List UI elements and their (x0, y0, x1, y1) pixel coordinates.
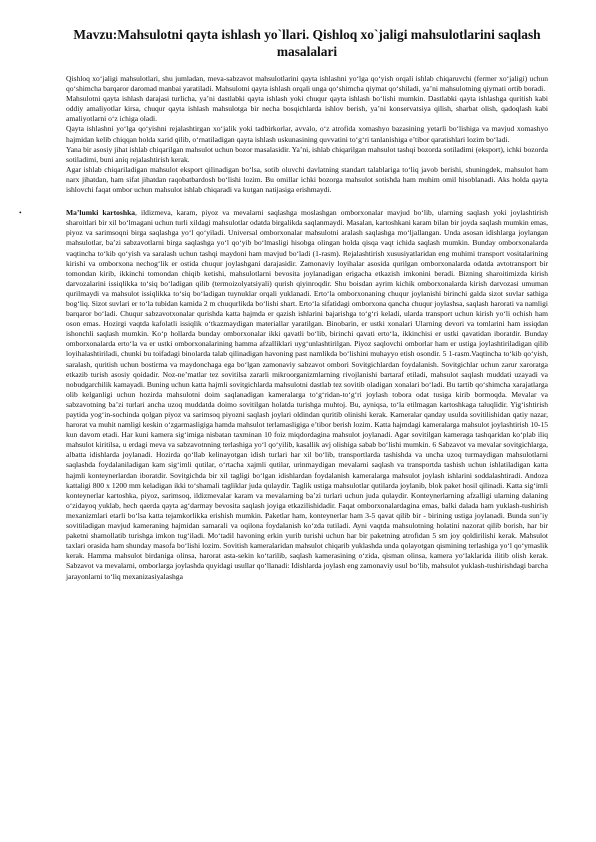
list-item (19, 208, 548, 581)
intro-paragraph: Yana bir asosiy jihat ishlab chiqarilgan mahsulot uchun bozor masalasidir. Ya’ni, ishlab chiqarilgan mahsulot tashqi bozorda sotiladimi (eksport), ichki bozorda sotiladimi, buni aniq rejalashtirish kerak. (66, 144, 548, 164)
list-item-term: Ma’lumki kartoshka (66, 208, 136, 218)
document-title: Mavzu:Mahsulotni qayta ishlash yo`llari. Qishloq xo`jaligi mahsulotlarini saqlash masalalari (73, 27, 541, 59)
intro-paragraph: Qayta ishlashni yo‘lga qo‘yishni rejalashtirgan xo‘jalik yoki tadbirkorlar, avvalo, o‘z atrofida xomashyo bazasining yetarli bo‘lishiga va mavjud xomashyo hajmidan kelib chiqqan holda xarid qilib, o‘rnatiladigan qayta ishlash uskunasining quvvatini to‘g‘ri tanlanishiga e’tibor qaratishlari lozim bo‘ladi. (66, 124, 548, 144)
intro-paragraph: Mahsulotni qayta ishlash darajasi turlicha, ya’ni dastlabki qayta ishlash yoki chuqur qayta ishlash bo‘lishi mumkin. Dastlabki qayta ishlashga quritish kabi oddiy amaliyotlar kirsa, chuqur qayta ishlash mahsulotga bir necha bosqichlarda ishlov berish, ya’ni konservatsiya qilish, sharbat olish, qadoqlash kabi amaliyotlarni o‘z ichiga oladi. (66, 94, 548, 124)
list-item-body: , ildizmeva, karam, piyoz va mevalarni saqlashga moslashgan omborxonalar mavjud bo‘lib, ularning saqlash yoki joylashtirish sharoitlari bir xil bo‘lmagani uchun turli xildagi mahsulotlar odatda birgalikda saqlanmaydi. Masalan, kartoshkani karam bilan bir joyda saqlash mumkin emas, piyoz va sarimsoqni birga saqlashga yo‘l qo‘yiladi. Universal omborxonalar mahsulotni aralash saqlashga mo‘ljallangan. Unda asosan idishlarga joylangan mahsulotlar, ba’zi sabzavotlarni birga saqlashga yo‘l qo‘yib bo‘lmasligi hisobga olingan holda qisqa vaqt ichida saqlash mumkin. Bunday omborxonalarda vaqtincha to‘kib qo‘yish va saralash uchun tashqi maydoni ham mavjud bo‘ladi (1-rasm). Rejalashtirish xususiyatlaridan eng muhimi transport vositalarining kirishi va omborxona nechog‘lik er ostida chuqur joylashgani darajasidir. Zamonaviy loyihalar asosida qurilgan omborxonalarda odatda avtotransport bir tomondan kirib, ikkinchi tomondan chiqib ketishi, mahsulotlarni bevosita joylanadigan erigacha etkazish imkonini beradi. Bizning sharoitimizda kirish darvozalarini issiqlikka to‘siq bo‘ladigan qilib (termoizolyatsiyali) qurish qiyinroqdir. Shu boisdan ayrim kichik omborxonalarda kirish darvozasi umuman qurilmaydi va mahsulot issiqlikka to‘siq bo‘ladigan tuynuklar orqali yuklanadi. Erto‘la omborxonaning chuqur joylanishi birinchi galda sizot suvlar sathiga bog‘liq. Sizot suvlari er to‘la tubidan kamida 2 m chuqurlikda bo‘lishi shart. Erto‘la sifatidagi omborxona qancha chuqur joylashsa, saqlash harorati va namligi barqaror bo‘ladi. Chuqur sabzavotxonalar qurishda katta hajmda er qazish ishlarini bajarishga to‘g‘ri keladi, ularda transport uchun kirish yo‘li ochish ham oson emas. Hozirgi vaqtda kafolatli issiqlik o‘tkazmaydigan materiallar yaratilgan. Binobarin, er ustki xonalari Ularning devori va tomlarini ham issiqdan ishonchli saqlash mumkin. Ko‘p hollarda bunday omborxonalar ikki qavatli bo‘lib, birinchi qavati erto‘la, ikkinchisi er ustki qavatidan iboratdir. Bunday omborxonalarda erto‘la va er ustki omborxonalarining hamma afzalliklari uyg‘unlashtirilgan. Piyoz saqlovchi omborlar ham er ustiga joylashtiriladigan qilib loyihalashtiriladi, chunki bu toifadagi binolarda talab qilinadigan havoning past namlikda bo‘lishini muhayyo etish osondir. 5 1-rasm.Vaqtincha to‘kib qo‘yish, saralash, quritish uchun bostirma va maydonchaga ega bo‘lgan zamonaviy sabzavot ombori Sovitgichlardan foydalanish. Sovitgichlar uchun zarur xaroratga etkazib turish asosiy qoidadir. Noz-ne’matlar tez sovitilsa zararli mikroorganizmlarning rivojlanishi bartaraf etiladi, mahsulot saqlash muddati uzayadi va nobudgarchilik kamayadi. Buning uchun katta hajmli sovitgichlarda mahsulotni dastlab tez sovitib oladigan xonalari bo‘ladi. Bu tartib qo‘shimcha xarajatlarga olib kelganligi uchun hozirda mahsulotni doim saqlanadigan kameralarga to‘g‘ridan-to‘g‘ri joylash tobora odat tusiga kirib bormoqda. Mevalar va sabzavotning ba’zi turlari ancha uzoq muddatda doimo sovitilgan holatda turishga muhtoj. Bu, ayniqsa, to‘la etilmagan kartoshkaga taluqlidir. Yig‘ishtirish paytida yog‘in-sochinda qolgan piyoz va sarimsoq piyozni saqlash joylari oldindan quritib olinishi kerak. Kameralar qanday usulda sovitilishidan qatiy nazar, harorat va muhit namligi keskin o‘zgarmasligiga hamda mahsulot terlamasligiga e’tibor berish lozim. Katta hajmdagi kameralarga mahsulot joylashtirish 10-15 kun davom etadi. Har kuni kamera sig‘imiga nisbatan taxminan 10 foiz miqdordagina mahsulot joylanadi. Agar sovitilgan kameraga tashqaridan ko‘plab iliq mahsulot kiritilsa, u erdagi meva va sabzavotnning terlashiga yo‘l qo‘yilib, kasallik avj olishiga sabab bo‘lishi mumkin. 6 Sabzavot va mevalar sovitgichlarga, albatta idishlarda joylanadi. Hozirda qo‘llab kelinayotgan idish turlari har xil bo‘lib, transportlarda tashishda va uncha uzoq turmaydigan mahsulotlarni saqlashda foydalaniladigan kam sig‘imli qutilar, o‘rtacha xajmli qutilar, urinmaydigan mevalarni saqlash va transportda tashish uchun ishlatiladigan katta hajmli konteynerlardan iboratdir. Sovitgichda bir xil tagligi bo‘lgan idishlardan foydalanish kameralarga mahsulot joylash ishlarini soddalashtiradi. Andoza kattaligi 800 x 1200 mm keladigan ikki to‘shamali tagliklar juda qulaydir. Taglik ustiga mahsulotlar qutilarda joylanib, blok paket hosil qilinadi. Katta sig‘imli konteynerlar kartoshka, piyoz, sarimsoq, ildizmevalar karam va mevalarning ba’zi turlari uchun juda qulaydir. Konteynerlarning afzalligi ularning dalaning o‘zidayoq yuklab, hech qaerda qayta ag‘darmay bevosita saqlash joyiga etkazilishidadir. Faqat omborxonalardagina emas, balki dalada ham yuklash-tushirish mexanizmlari etarli bo‘lsa katta tejamkorlikka erishish mumkin. Paketlar ham, konteynerlar ham 3-5 qavat qilib bir - birining ustiga joylanadi. Bunda sun’iy sovitiladigan mavjud kameraning hajmidan samarali va oqilona foydalanish ko‘zda tutiladi. Ayni vaqtda mahsulotning holatini nazorat qilib borish, har bir paketni shamollatib turishga imkon tug‘iladi. Mo‘tadil havoning erkin yurib turishi uchun har bir paketning atrofidan 5 sm joy qoldirilishi kerak. Mahsulot taxlari orasida ham shunday masofa bo‘lishi lozim. Sovitish kameralaridan mahsulot chiqarib yuklashda unda qolayotgan qismining terlashiga yo‘l qo‘ymaslik kerak. Hamma mahsulot birdaniga olinsa, harorat asta-sekin ko‘tarilib, saqlash kamerasining o‘zida, qisman olinsa, kamera yo‘laklarida ilitib olish kerak. Sabzavot va mevalarni, omborlarga joylashda quyidagi usullar qo‘llanadi: Idishlarda joylash eng zamonaviy usul bo‘lib, mahsulot yuklash-tushirishdagi barcha jarayonlarni to‘liq mexanizasiyalashga (66, 208, 548, 581)
intro-paragraph: Qishloq xo‘jaligi mahsulotlari, shu jumladan, meva-sabzavot mahsulotlarini qayta ishlashni yo‘lga qo‘yish orqali ishlab chiqaruvchi (fermer xo‘jaligi) uchun qo‘shimcha barqaror daromad manbai yaratiladi. Mahsulotni qayta ishlash orqali unga qo‘shimcha qiymat qo‘shiladi, ya’ni mahsulotning qiymati ortib boradi. (66, 74, 548, 94)
bullet-icon: • (19, 208, 22, 218)
intro-paragraph: Agar ishlab chiqariladigan mahsulot eksport qilinadigan bo‘lsa, sotib oluvchi davlatning standart talablariga to‘liq javob berishi, shuningdek, mahsulot ham narx jihatdan, ham sifat jihatdan raqobatbardosh bo‘lishi lozim. Bu omillar ichki bozorga mahsulot sotishda ham muhim omil hisoblanadi. Aks holda qayta ishlovchi faqat ombor uchun mahsulot ishlab chiqaradi va kutgan natijasiga erishmaydi. (66, 164, 548, 195)
bullet-list (19, 208, 548, 581)
intro-section (66, 74, 548, 195)
list-item-text (66, 208, 548, 581)
